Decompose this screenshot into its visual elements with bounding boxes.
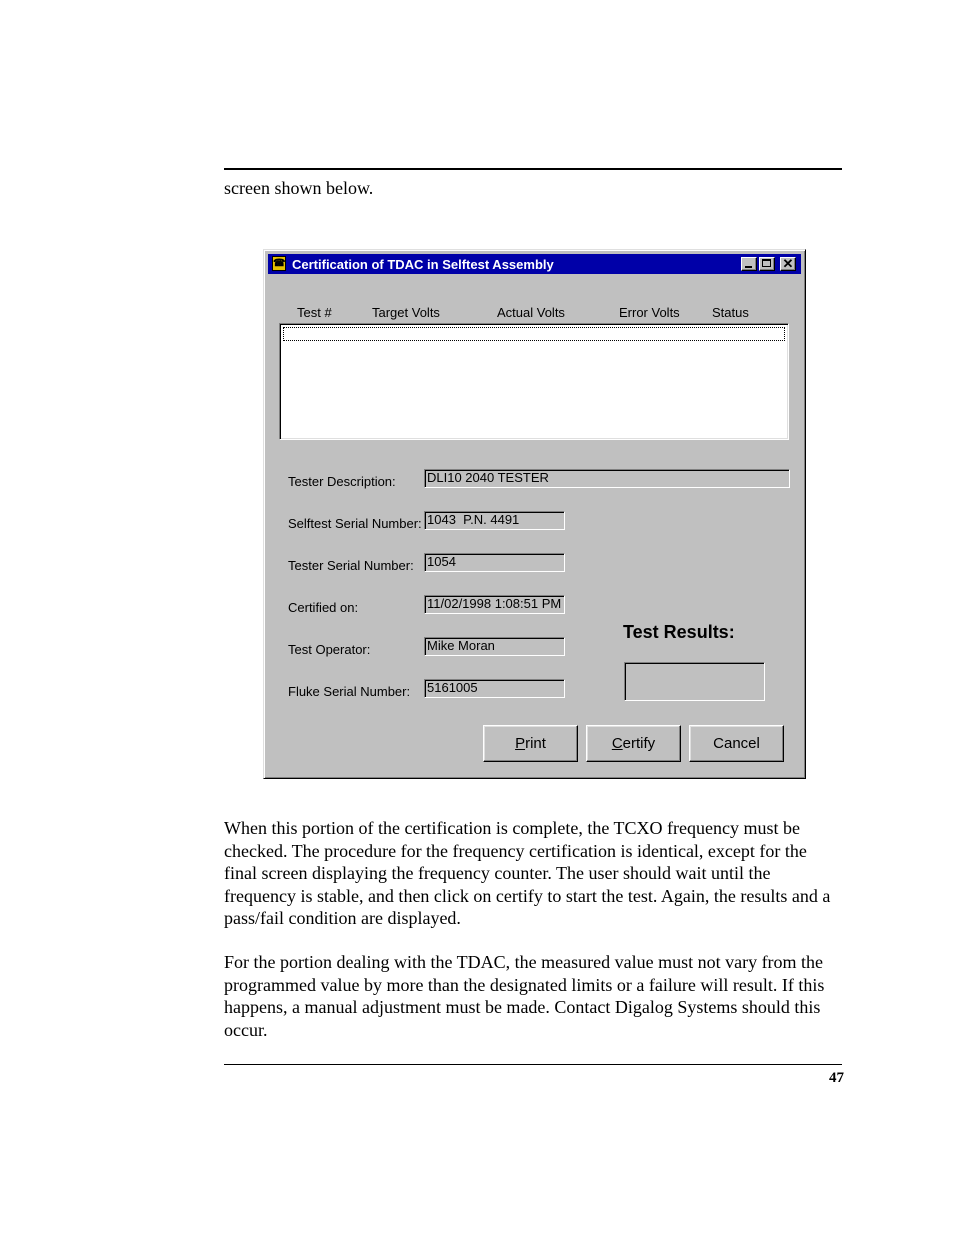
column-header-actual-volts: Actual Volts: [497, 305, 565, 320]
tester-serial-label: Tester Serial Number:: [288, 558, 414, 573]
close-button[interactable]: [780, 257, 796, 271]
certify-button[interactable]: [586, 725, 681, 762]
minimize-icon: [745, 266, 752, 268]
certification-window: [263, 249, 806, 779]
cancel-button[interactable]: Cancel: [689, 725, 784, 762]
fluke-serial-field[interactable]: 5161005: [424, 679, 565, 698]
bottom-rule: [224, 1064, 842, 1065]
top-rule: [224, 168, 842, 170]
list-focus-row[interactable]: [283, 327, 785, 341]
tester-description-label: Tester Description:: [288, 474, 396, 489]
minimize-button[interactable]: [741, 257, 757, 271]
selftest-serial-field[interactable]: 1043 P.N. 4491: [424, 511, 565, 530]
certified-on-label: Certified on:: [288, 600, 359, 615]
results-list[interactable]: [279, 323, 789, 440]
column-header-error-volts: Error Volts: [619, 305, 680, 320]
certified-on-field[interactable]: 11/02/1998 1:08:51 PM: [424, 595, 565, 614]
column-header-test: Test #: [297, 305, 332, 320]
intro-text: screen shown below.: [224, 178, 374, 198]
paragraph-tdac-limits: For the portion dealing with the TDAC, the measured value must not vary from the programmed value by more than the designated limits or a failure will result. If this happens, a manual adjustment must be made. Contact Digalog Systems should this occur.: [224, 952, 825, 1040]
column-header-target-volts: Target Volts: [372, 305, 440, 320]
print-label: rint: [525, 734, 546, 752]
paragraph-frequency-certification: When this portion of the certification is complete, the TCXO frequency must be checked. The procedure for the frequency certification is identical, except for the final screen displaying the frequency counter. The user should wait until the frequency is stable, and then click on certify to start the test. Again, the results and a pass/fail condition are displayed.: [224, 818, 831, 928]
test-results-box: [624, 662, 765, 701]
maximize-button[interactable]: [759, 257, 775, 271]
close-icon: ✕: [782, 256, 794, 271]
test-operator-field[interactable]: Mike Moran: [424, 637, 565, 656]
print-mnemonic: P: [515, 734, 526, 752]
column-header-status: Status: [712, 305, 749, 320]
tester-description-field[interactable]: DLI10 2040 TESTER: [424, 469, 790, 488]
app-icon[interactable]: ☎: [273, 258, 286, 269]
maximize-icon: [762, 259, 771, 267]
test-results-label: Test Results:: [623, 622, 735, 642]
window-title: Certification of TDAC in Selftest Assembly: [292, 257, 554, 272]
tester-serial-field[interactable]: 1054: [424, 553, 565, 572]
selftest-serial-label: Selftest Serial Number:: [288, 516, 422, 531]
fluke-serial-label: Fluke Serial Number:: [288, 684, 411, 699]
print-button[interactable]: [483, 725, 578, 762]
test-operator-label: Test Operator:: [288, 642, 371, 657]
title-bar[interactable]: [268, 254, 801, 274]
page-number: 47: [829, 1070, 844, 1086]
certify-mnemonic: C: [611, 734, 623, 752]
certify-label: ertify: [622, 734, 656, 752]
